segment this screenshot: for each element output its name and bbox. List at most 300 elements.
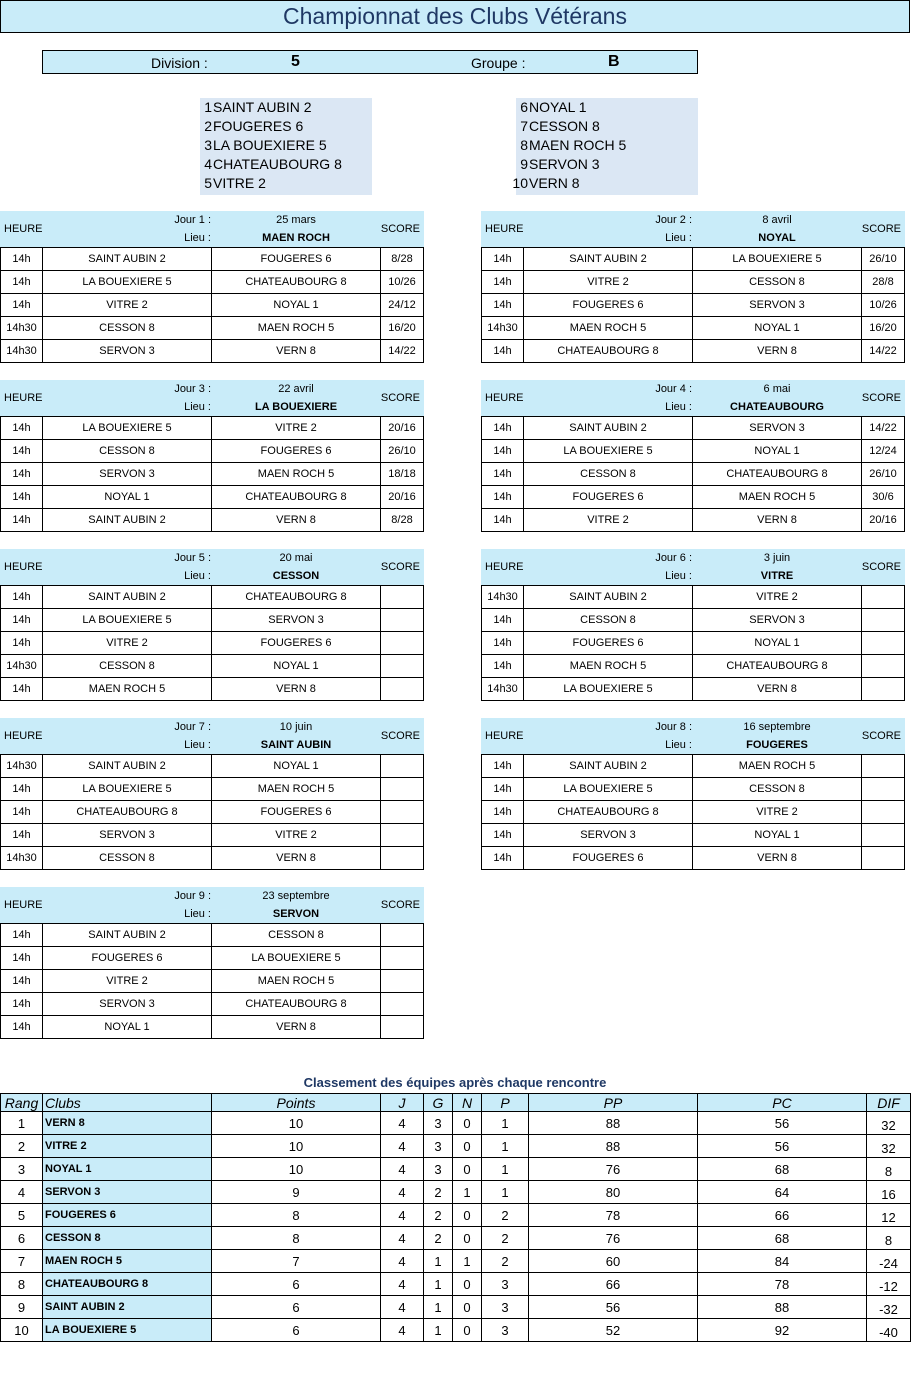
match-away: VERN 8: [212, 1016, 381, 1039]
match-home: VITRE 2: [524, 271, 693, 294]
cell-joues: 4: [381, 1181, 424, 1204]
score-label: SCORE: [861, 392, 901, 404]
team-name: SAINT AUBIN 2: [213, 99, 312, 115]
match-score: [862, 655, 905, 678]
match-away: MAEN ROCH 5: [212, 970, 381, 993]
col-header-joues: J: [381, 1094, 424, 1112]
cell-points: 6: [212, 1273, 381, 1296]
jour-label: Jour 7 :: [174, 721, 211, 733]
match-time: 14h: [1, 947, 43, 970]
match-row: [482, 317, 905, 340]
classement-row: [1, 1158, 911, 1181]
match-time: 14h: [482, 847, 524, 870]
match-away: VERN 8: [212, 678, 381, 701]
match-away: CHATEAUBOURG 8: [212, 586, 381, 609]
cell-club: VERN 8: [43, 1112, 212, 1135]
cell-points: 6: [212, 1296, 381, 1319]
cell-joues: 4: [381, 1227, 424, 1250]
match-time: 14h: [482, 824, 524, 847]
match-away: SERVON 3: [212, 609, 381, 632]
match-home: SAINT AUBIN 2: [524, 755, 693, 778]
match-score: 20/16: [381, 417, 424, 440]
match-row: [482, 486, 905, 509]
match-time: 14h: [1, 801, 43, 824]
match-time: 14h30: [482, 678, 524, 701]
match-row: [482, 294, 905, 317]
cell-perdus: 1: [482, 1135, 529, 1158]
cell-nuls: 0: [453, 1227, 482, 1250]
match-time: 14h: [482, 801, 524, 824]
match-time: 14h: [1, 463, 43, 486]
match-time: 14h: [482, 755, 524, 778]
jour-date: 6 mai: [763, 383, 791, 395]
score-label: SCORE: [380, 392, 420, 404]
jour-lieu: SAINT AUBIN: [260, 739, 332, 751]
match-home: LA BOUEXIERE 5: [43, 609, 212, 632]
jour-date: 3 juin: [763, 552, 791, 564]
classement-row: [1, 1135, 911, 1158]
division-bar: [42, 50, 698, 74]
match-time: 14h: [482, 440, 524, 463]
col-header-rang: Rang: [1, 1094, 43, 1112]
match-time: 14h: [482, 417, 524, 440]
team-number: 1: [204, 99, 212, 115]
match-time: 14h: [1, 778, 43, 801]
match-score: [381, 755, 424, 778]
groupe-value: B: [608, 53, 620, 70]
classement-row: [1, 1227, 911, 1250]
match-away: LA BOUEXIERE 5: [212, 947, 381, 970]
match-row: [1, 678, 424, 701]
match-row: [1, 317, 424, 340]
match-away: NOYAL 1: [212, 655, 381, 678]
cell-perdus: 1: [482, 1158, 529, 1181]
match-home: SAINT AUBIN 2: [43, 586, 212, 609]
match-score: [862, 778, 905, 801]
match-away: CHATEAUBOURG 8: [693, 655, 862, 678]
match-row: [482, 340, 905, 363]
classement-row: [1, 1112, 911, 1135]
jour-header: [0, 549, 424, 586]
match-time: 14h: [1, 924, 43, 947]
match-home: CESSON 8: [43, 655, 212, 678]
match-row: [482, 632, 905, 655]
match-row: [1, 417, 424, 440]
match-time: 14h: [482, 609, 524, 632]
match-away: CESSON 8: [693, 271, 862, 294]
match-away: VITRE 2: [212, 824, 381, 847]
cell-nuls: 1: [453, 1181, 482, 1204]
cell-gagnes: 2: [424, 1204, 453, 1227]
match-time: 14h30: [1, 340, 43, 363]
match-score: [381, 609, 424, 632]
team-number: 2: [204, 118, 212, 134]
score-label: SCORE: [380, 223, 420, 235]
match-time: 14h30: [1, 655, 43, 678]
cell-pp: 78: [529, 1204, 698, 1227]
match-score: 8/28: [381, 509, 424, 532]
col-header-nuls: N: [453, 1094, 482, 1112]
team-number: 8: [520, 137, 528, 153]
match-away: NOYAL 1: [693, 317, 862, 340]
match-home: CHATEAUBOURG 8: [524, 340, 693, 363]
match-away: SERVON 3: [693, 294, 862, 317]
cell-points: 10: [212, 1135, 381, 1158]
cell-pc: 68: [698, 1227, 867, 1250]
match-row: [1, 947, 424, 970]
match-away: MAEN ROCH 5: [212, 778, 381, 801]
match-away: FOUGERES 6: [212, 248, 381, 271]
cell-pp: 88: [529, 1135, 698, 1158]
score-label: SCORE: [861, 730, 901, 742]
jour-label: Jour 8 :: [655, 721, 692, 733]
cell-pc: 66: [698, 1204, 867, 1227]
cell-pc: 84: [698, 1250, 867, 1273]
jour-label: Jour 9 :: [174, 890, 211, 902]
classement-row: [1, 1204, 911, 1227]
match-home: LA BOUEXIERE 5: [43, 778, 212, 801]
jour-header: [0, 887, 424, 924]
match-score: [381, 586, 424, 609]
match-row: [1, 993, 424, 1016]
jour-label: Jour 6 :: [655, 552, 692, 564]
cell-pc: 68: [698, 1158, 867, 1181]
match-home: MAEN ROCH 5: [524, 655, 693, 678]
match-home: NOYAL 1: [43, 1016, 212, 1039]
cell-nuls: 0: [453, 1273, 482, 1296]
heure-label: HEURE: [485, 223, 524, 235]
score-label: SCORE: [380, 730, 420, 742]
jour-date: 20 mai: [279, 552, 313, 564]
match-away: CESSON 8: [693, 778, 862, 801]
match-away: VERN 8: [693, 509, 862, 532]
match-home: CESSON 8: [43, 440, 212, 463]
cell-nuls: 0: [453, 1158, 482, 1181]
match-away: VERN 8: [212, 340, 381, 363]
match-score: 12/24: [862, 440, 905, 463]
cell-pc: 56: [698, 1112, 867, 1135]
match-home: CESSON 8: [524, 463, 693, 486]
cell-pc: 56: [698, 1135, 867, 1158]
cell-perdus: 1: [482, 1181, 529, 1204]
match-score: [381, 847, 424, 870]
match-away: LA BOUEXIERE 5: [693, 248, 862, 271]
lieu-label: Lieu :: [665, 401, 692, 413]
match-row: [482, 417, 905, 440]
match-home: SAINT AUBIN 2: [43, 924, 212, 947]
team-name: VITRE 2: [213, 175, 266, 191]
match-score: [381, 924, 424, 947]
match-row: [1, 1016, 424, 1039]
match-score: [381, 947, 424, 970]
groupe-label: Groupe :: [471, 55, 526, 71]
match-away: FOUGERES 6: [212, 440, 381, 463]
heure-label: HEURE: [485, 392, 524, 404]
match-score: 8/28: [381, 248, 424, 271]
cell-joues: 4: [381, 1204, 424, 1227]
match-away: VERN 8: [212, 509, 381, 532]
match-row: [482, 655, 905, 678]
jour-lieu: LA BOUEXIERE: [254, 401, 338, 413]
match-score: 16/20: [381, 317, 424, 340]
match-home: SERVON 3: [43, 824, 212, 847]
match-row: [482, 609, 905, 632]
match-score: [381, 778, 424, 801]
match-score: [862, 847, 905, 870]
cell-pp: 76: [529, 1227, 698, 1250]
match-away: CHATEAUBOURG 8: [693, 463, 862, 486]
cell-perdus: 3: [482, 1273, 529, 1296]
jour-header: [481, 211, 905, 248]
jour-header: [0, 718, 424, 755]
match-away: CHATEAUBOURG 8: [212, 993, 381, 1016]
col-header-gagnes: G: [424, 1094, 453, 1112]
match-home: SAINT AUBIN 2: [524, 417, 693, 440]
cell-pc: 64: [698, 1181, 867, 1204]
match-score: [862, 801, 905, 824]
match-home: CHATEAUBOURG 8: [43, 801, 212, 824]
match-home: SAINT AUBIN 2: [524, 248, 693, 271]
match-score: [862, 609, 905, 632]
team-number: 6: [520, 99, 528, 115]
match-time: 14h: [1, 609, 43, 632]
match-home: LA BOUEXIERE 5: [524, 678, 693, 701]
classement-header-row: [1, 1094, 911, 1112]
division-label: Division :: [151, 55, 208, 71]
match-away: MAEN ROCH 5: [693, 755, 862, 778]
match-time: 14h: [1, 417, 43, 440]
cell-nuls: 0: [453, 1204, 482, 1227]
cell-dif: -24: [867, 1250, 911, 1273]
match-time: 14h30: [482, 586, 524, 609]
cell-club: NOYAL 1: [43, 1158, 212, 1181]
classement-row: [1, 1181, 911, 1204]
cell-nuls: 0: [453, 1296, 482, 1319]
heure-label: HEURE: [485, 730, 524, 742]
cell-rang: 2: [1, 1135, 43, 1158]
col-header-pc: PC: [698, 1094, 867, 1112]
cell-dif: -32: [867, 1296, 911, 1319]
match-away: NOYAL 1: [693, 632, 862, 655]
match-time: 14h: [482, 463, 524, 486]
team-number: 4: [204, 156, 212, 172]
cell-points: 10: [212, 1112, 381, 1135]
classement-title: Classement des équipes après chaque rencontre: [303, 1075, 607, 1090]
match-away: VERN 8: [693, 340, 862, 363]
cell-club: FOUGERES 6: [43, 1204, 212, 1227]
lieu-label: Lieu :: [665, 570, 692, 582]
match-score: 14/22: [381, 340, 424, 363]
cell-club: VITRE 2: [43, 1135, 212, 1158]
jour-lieu: MAEN ROCH: [262, 232, 330, 244]
match-away: MAEN ROCH 5: [693, 486, 862, 509]
match-time: 14h30: [482, 317, 524, 340]
match-score: [381, 678, 424, 701]
match-away: NOYAL 1: [693, 824, 862, 847]
lieu-label: Lieu :: [184, 739, 211, 751]
match-home: SERVON 3: [43, 340, 212, 363]
match-score: 10/26: [862, 294, 905, 317]
matches-table: [481, 416, 905, 532]
match-away: CESSON 8: [212, 924, 381, 947]
match-time: 14h: [482, 294, 524, 317]
match-row: [1, 632, 424, 655]
match-time: 14h: [1, 824, 43, 847]
match-row: [1, 609, 424, 632]
cell-dif: 8: [867, 1158, 911, 1181]
lieu-label: Lieu :: [665, 232, 692, 244]
cell-pp: 56: [529, 1296, 698, 1319]
cell-dif: 8: [867, 1227, 911, 1250]
match-row: [1, 655, 424, 678]
col-header-dif: DIF: [867, 1094, 911, 1112]
match-home: CESSON 8: [524, 609, 693, 632]
match-away: VERN 8: [693, 847, 862, 870]
lieu-label: Lieu :: [184, 570, 211, 582]
match-time: 14h: [1, 486, 43, 509]
match-time: 14h: [482, 486, 524, 509]
match-row: [1, 586, 424, 609]
jour-date: 16 septembre: [743, 721, 811, 733]
team-name: FOUGERES 6: [213, 118, 304, 134]
team-name: CESSON 8: [529, 118, 600, 134]
team-number: 7: [520, 118, 528, 134]
match-score: [381, 632, 424, 655]
match-score: [381, 801, 424, 824]
match-time: 14h: [1, 248, 43, 271]
cell-pc: 92: [698, 1319, 867, 1342]
match-home: VITRE 2: [43, 632, 212, 655]
cell-joues: 4: [381, 1250, 424, 1273]
match-time: 14h: [482, 248, 524, 271]
cell-rang: 7: [1, 1250, 43, 1273]
cell-rang: 3: [1, 1158, 43, 1181]
cell-joues: 4: [381, 1135, 424, 1158]
match-home: SERVON 3: [524, 824, 693, 847]
score-label: SCORE: [861, 561, 901, 573]
cell-gagnes: 1: [424, 1273, 453, 1296]
match-home: SERVON 3: [43, 993, 212, 1016]
team-name: VERN 8: [529, 175, 580, 191]
cell-perdus: 2: [482, 1204, 529, 1227]
match-score: [381, 1016, 424, 1039]
matches-table: [481, 585, 905, 701]
jour-label: Jour 2 :: [655, 214, 692, 226]
match-score: [862, 632, 905, 655]
match-time: 14h30: [1, 317, 43, 340]
match-time: 14h: [1, 440, 43, 463]
cell-pp: 52: [529, 1319, 698, 1342]
cell-points: 10: [212, 1158, 381, 1181]
team-number: 5: [204, 175, 212, 191]
match-home: MAEN ROCH 5: [43, 678, 212, 701]
cell-dif: 12: [867, 1204, 911, 1227]
cell-rang: 9: [1, 1296, 43, 1319]
match-away: VITRE 2: [693, 801, 862, 824]
match-row: [482, 271, 905, 294]
cell-pc: 88: [698, 1296, 867, 1319]
match-home: CESSON 8: [43, 317, 212, 340]
match-home: LA BOUEXIERE 5: [524, 440, 693, 463]
jour-date: 23 septembre: [262, 890, 330, 902]
teams-list-left: [200, 98, 372, 195]
team-number: 10: [512, 175, 528, 191]
match-away: MAEN ROCH 5: [212, 463, 381, 486]
match-row: [1, 755, 424, 778]
jour-lieu: SERVON: [272, 908, 320, 920]
jour-header: [481, 549, 905, 586]
classement-row: [1, 1250, 911, 1273]
cell-points: 9: [212, 1181, 381, 1204]
jour-lieu: CESSON: [272, 570, 320, 582]
jour-label: Jour 3 :: [174, 383, 211, 395]
col-header-pp: PP: [529, 1094, 698, 1112]
match-row: [1, 486, 424, 509]
cell-perdus: 2: [482, 1250, 529, 1273]
classement-table: [0, 1093, 911, 1342]
match-score: 26/10: [862, 463, 905, 486]
match-row: [482, 248, 905, 271]
match-home: FOUGERES 6: [43, 947, 212, 970]
match-row: [1, 801, 424, 824]
match-time: 14h30: [1, 755, 43, 778]
match-time: 14h: [1, 294, 43, 317]
match-row: [1, 847, 424, 870]
match-home: CESSON 8: [43, 847, 212, 870]
classement-row: [1, 1273, 911, 1296]
match-time: 14h: [482, 271, 524, 294]
match-score: 18/18: [381, 463, 424, 486]
match-time: 14h: [1, 509, 43, 532]
team-name: SERVON 3: [529, 156, 600, 172]
match-score: [862, 824, 905, 847]
cell-perdus: 3: [482, 1319, 529, 1342]
match-home: VITRE 2: [524, 509, 693, 532]
cell-gagnes: 1: [424, 1296, 453, 1319]
match-score: [381, 993, 424, 1016]
match-row: [1, 778, 424, 801]
cell-gagnes: 3: [424, 1135, 453, 1158]
cell-pp: 76: [529, 1158, 698, 1181]
match-away: VERN 8: [693, 678, 862, 701]
lieu-label: Lieu :: [665, 739, 692, 751]
match-score: 10/26: [381, 271, 424, 294]
cell-perdus: 1: [482, 1112, 529, 1135]
match-score: [381, 655, 424, 678]
heure-label: HEURE: [4, 223, 43, 235]
cell-rang: 4: [1, 1181, 43, 1204]
match-away: SERVON 3: [693, 609, 862, 632]
cell-points: 7: [212, 1250, 381, 1273]
match-row: [1, 463, 424, 486]
division-value: 5: [291, 53, 300, 70]
match-away: VERN 8: [212, 847, 381, 870]
match-time: 14h: [482, 655, 524, 678]
col-header-club: Clubs: [43, 1094, 212, 1112]
cell-nuls: 1: [453, 1250, 482, 1273]
score-label: SCORE: [380, 899, 420, 911]
match-away: VITRE 2: [693, 586, 862, 609]
match-away: CHATEAUBOURG 8: [212, 486, 381, 509]
match-score: 20/16: [381, 486, 424, 509]
heure-label: HEURE: [4, 561, 43, 573]
match-time: 14h: [482, 340, 524, 363]
match-home: SAINT AUBIN 2: [43, 755, 212, 778]
lieu-label: Lieu :: [184, 232, 211, 244]
heure-label: HEURE: [4, 730, 43, 742]
match-time: 14h: [1, 586, 43, 609]
matches-table: [481, 247, 905, 363]
